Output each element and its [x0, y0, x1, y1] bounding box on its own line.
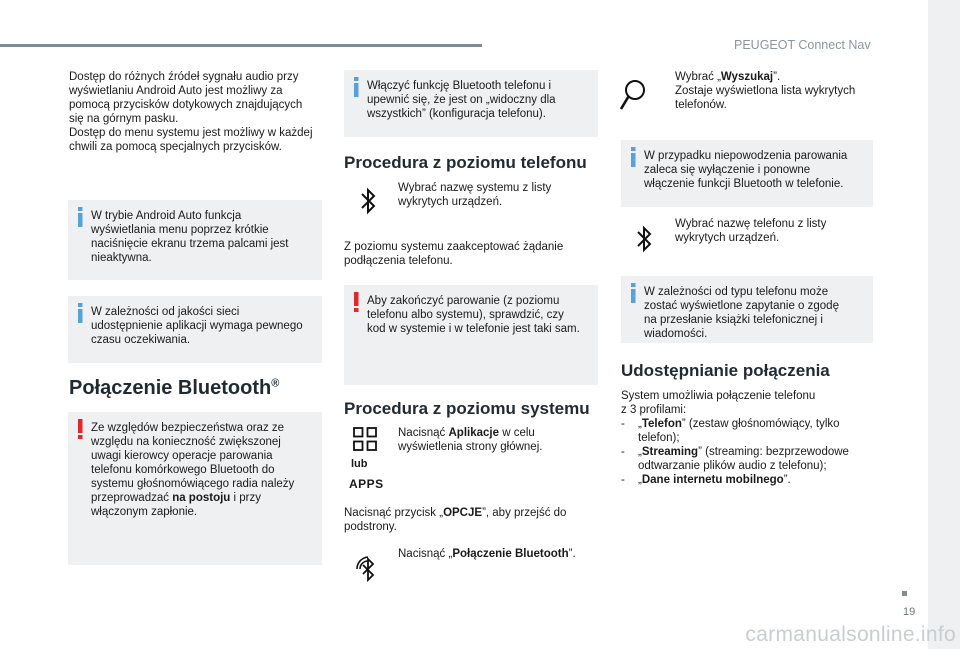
info-note-android-auto: W trybie Android Auto funkcja wyświetlania menu poprzez krótkie naciśnięcie ekranu trzema palcami jest nieaktywna.	[68, 200, 322, 280]
apps-icon-or: lub	[351, 458, 368, 470]
info-icon	[350, 77, 364, 97]
list-item: - „Telefon” (zestaw głośnomówiący, tylko telefon);	[621, 417, 873, 445]
bluetooth-heading: Połączenie Bluetooth®	[69, 377, 280, 399]
header-title: PEUGEOT Connect Nav	[734, 38, 871, 52]
connection-sharing-heading: Udostępnianie połączenia	[621, 361, 830, 380]
info-icon	[74, 303, 88, 323]
accept-request-text: Z poziomu systemu zaakceptować żądanie podłączenia telefonu.	[344, 241, 564, 267]
info-icon	[627, 147, 641, 167]
info-note-enable-bluetooth: Włączyć funkcję Bluetooth telefonu i upewnić się, że jest on „widoczny dla wszystkich” (konfiguracja telefonu).	[344, 70, 598, 137]
page-number: 19	[903, 606, 916, 618]
bluetooth-icon	[634, 224, 654, 254]
header-bar	[0, 44, 482, 47]
phone-procedure-heading: Procedura z poziomu telefonu	[344, 153, 587, 172]
info-icon	[627, 283, 641, 303]
profiles-list	[621, 417, 873, 487]
info-note-phonebook-consent: W zależności od typu telefonu może zostać wyświetlone zapytanie o zgodę na przesłanie książki telefonicznej i wiadomości.	[621, 276, 873, 343]
step-press-opcje: Nacisnąć przycisk „OPCJE”, aby przejść do podstrony.	[344, 507, 567, 533]
list-item: - „Dane internetu mobilnego”.	[621, 473, 873, 487]
step-press-bluetooth-connection: Nacisnąć „Połączenie Bluetooth”.	[398, 548, 576, 560]
connection-sharing-text: System umożliwia połączenie telefonu z 3 profilami: - „Telefon” (zestaw głośnomówiący, tylko telefon); - „Streaming” (streaming: bezprzewodowe odtwarzanie plików audio z telefonu); - „Dane internetu mobilnego”.	[621, 389, 873, 487]
step-select-system: Wybrać nazwę systemu z listy wykrytych urządzeń.	[398, 182, 552, 208]
warning-icon	[74, 419, 88, 439]
apps-icon-label: APPS	[349, 477, 384, 491]
step-select-phone: Wybrać nazwę telefonu z listy wykrytych urządzeń.	[675, 218, 827, 244]
watermark: carmanualsonline.info	[745, 623, 956, 646]
step-search: Wybrać „Wyszukaj”. Zostaje wyświetlona lista wykrytych telefonów.	[675, 71, 856, 111]
page-marker	[902, 591, 907, 596]
warning-note-pairing-code: Aby zakończyć parowanie (z poziomu telefonu albo systemu), sprawdzić, czy kod w systemie i w telefonie jest taki sam.	[344, 285, 598, 385]
right-margin-strip	[928, 0, 960, 649]
bluetooth-icon	[358, 186, 378, 216]
step-press-apps: Nacisnąć Aplikacje w celu wyświetlenia strony głównej.	[398, 427, 543, 453]
apps-grid-icon	[353, 427, 377, 451]
info-icon	[74, 207, 88, 227]
bluetooth-connection-icon	[351, 552, 385, 586]
intro-text: Dostęp do różnych źródeł sygnału audio przy wyświetlaniu Android Auto jest możliwy za pomocą przycisków dotykowych znajdujących się na górnym pasku. Dostęp do menu systemu jest możliwy w każdej chwili za pomocą specjalnych przycisków.	[69, 71, 313, 153]
list-item: - „Streaming” (streaming: bezprzewodowe odtwarzanie plików audio z telefonu);	[621, 445, 873, 473]
system-procedure-heading: Procedura z poziomu systemu	[344, 399, 590, 418]
info-note-network: W zależności od jakości sieci udostępnienie aplikacji wymaga pewnego czasu oczekiwania.	[68, 296, 322, 363]
info-note-pairing-failure: W przypadku niepowodzenia parowania zaleca się wyłączenie i ponowne włączenie funkcji Bluetooth w telefonie.	[621, 140, 873, 207]
warning-note-safety: Ze względów bezpieczeństwa oraz ze względu na konieczność zwiększonej uwagi kierowcy operacje parowania telefonu komórkowego Bluetooth do systemu głośnomówiącego radia należy przeprowadzać na postoju i przy włączonym zapłonie.	[68, 412, 322, 565]
warning-icon	[350, 292, 364, 312]
search-icon	[618, 78, 648, 112]
